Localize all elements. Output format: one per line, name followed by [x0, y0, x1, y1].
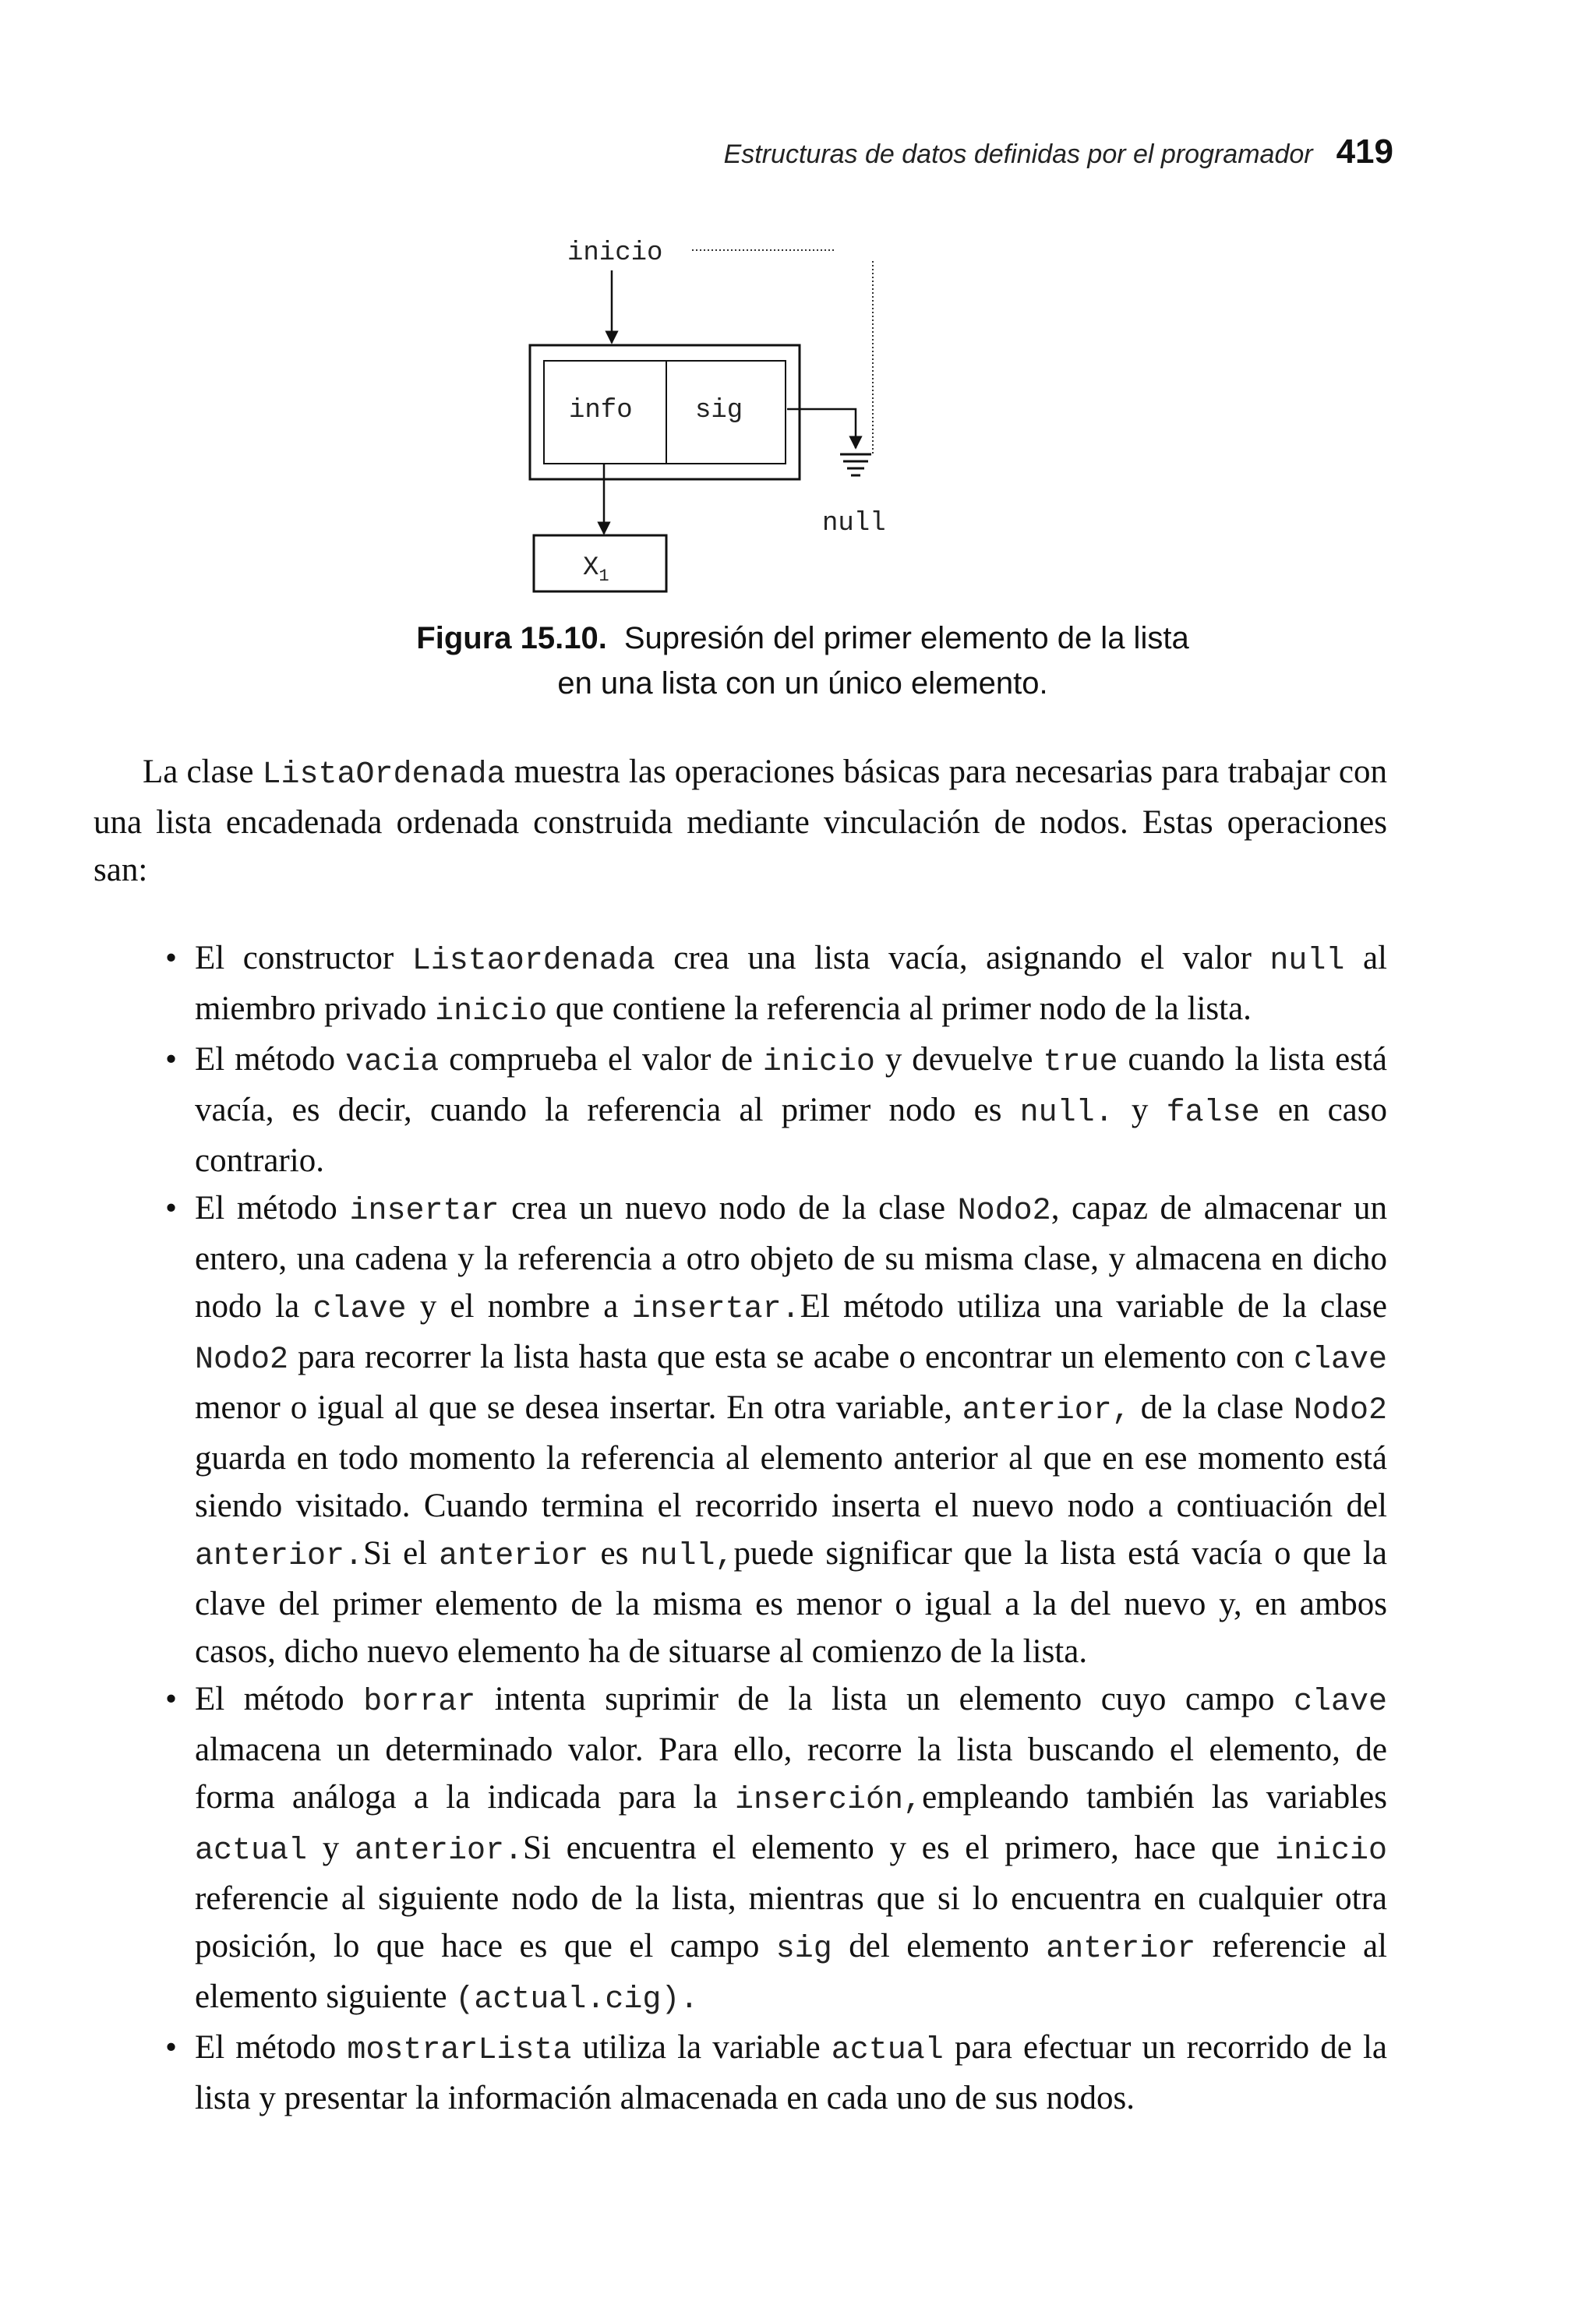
code-term: anterior: [1046, 1932, 1196, 1967]
x1-subscript: 1: [598, 567, 609, 586]
code-term: null: [1269, 944, 1345, 979]
text-run: al miembro privado: [195, 940, 1387, 1027]
bullet-icon: •: [165, 940, 178, 976]
list-item: [94, 1036, 1387, 1184]
list-item: [94, 1675, 1387, 2024]
code-term: Nodo2: [195, 1343, 289, 1378]
text-run: de la clase: [1130, 1389, 1294, 1426]
code-term: false: [1166, 1096, 1260, 1131]
text-run: almacena un determinado valor. Para ello, recorre la lista buscando el elemento, de forma análoga a la indicada para la: [195, 1731, 1387, 1816]
info-field-label: info: [569, 396, 633, 425]
page-header: [724, 132, 1393, 171]
code-term: anterior.: [354, 1834, 524, 1869]
code-term: (actual.cig).: [455, 1982, 699, 2017]
code-term: Nodo2: [957, 1194, 1051, 1229]
x1-label: X: [583, 553, 599, 583]
text-run: intenta suprimir de la lista un elemento cuyo campo: [475, 1681, 1294, 1717]
text-run: muestra las operaciones básicas para necesarias para trabajar con una lista encadenada ordenada construida mediante vinculación de nodos. Estas operaciones san:: [94, 754, 1387, 888]
running-title: Estructuras de datos definidas por el programador: [723, 139, 1313, 169]
text-run: comprueba el valor de: [439, 1041, 763, 1078]
code-term: vacia: [345, 1045, 440, 1080]
text-run: Si el: [363, 1535, 440, 1572]
code-term: inserción,: [735, 1783, 923, 1818]
text-run: cuando la lista está vacía, es decir, cuando la referencia al primer nodo es: [195, 1041, 1387, 1128]
text-run: El método: [195, 1681, 364, 1717]
body-text: [94, 748, 1387, 2122]
code-term: actual: [831, 2033, 944, 2068]
code-term: ListaOrdenada: [262, 757, 506, 792]
code-term: Nodo2: [1293, 1393, 1387, 1428]
text-run: El constructor: [195, 940, 412, 976]
figure-caption: [234, 616, 1372, 706]
text-run: , capaz de almacenar un entero, una cadena y la referencia a otro objeto de su misma clase, y almacena en dicho nodo la: [195, 1190, 1387, 1325]
text-run: crea una lista vacía, asignando el valor: [655, 940, 1270, 976]
text-run: para recorrer la lista hasta que esta se acabe o encontrar un elemento con: [288, 1339, 1294, 1375]
bullet-icon: •: [165, 1190, 178, 1227]
text-run: en caso contrario.: [195, 1092, 1387, 1179]
null-ground-icon: [840, 454, 871, 475]
text-run: que contiene la referencia al primer nodo de la lista.: [547, 990, 1252, 1027]
text-run: referencie al elemento siguiente: [195, 1928, 1387, 2015]
text-run: es: [588, 1535, 641, 1572]
text-run: Si encuentra el elemento y es el primero, hace que: [523, 1830, 1275, 1866]
text-run: El método: [195, 1190, 350, 1227]
operations-list: [94, 934, 1387, 2122]
caption-line1: Supresión del primer elemento de la lista: [623, 621, 1189, 655]
code-term: anterior.: [195, 1539, 364, 1574]
code-term: sig: [775, 1932, 832, 1967]
code-term: clave: [1293, 1343, 1387, 1378]
caption-line2: en una lista con un único elemento.: [557, 666, 1048, 701]
sig-field-label: sig: [695, 396, 743, 425]
list-item: [94, 934, 1387, 1036]
text-run: menor o igual al que se desea insertar. En otra variable,: [195, 1389, 962, 1426]
code-term: actual: [195, 1834, 308, 1869]
svg-text:X1: [583, 553, 609, 586]
code-term: clave: [312, 1292, 407, 1327]
bullet-icon: •: [165, 1681, 178, 1717]
text-run: El método: [195, 2029, 348, 2066]
code-term: borrar: [363, 1685, 476, 1720]
code-term: inicio: [1274, 1834, 1387, 1869]
bullet-icon: •: [165, 1041, 178, 1078]
text-run: El método: [195, 1041, 346, 1078]
text-run: puede significar que la lista está vacía o que la clave del primer elemento de la misma es menor o igual a la del nuevo y, en ambos casos, dicho nuevo elemento ha de situarse al comienzo de la lista.: [195, 1535, 1387, 1670]
inicio-label: inicio: [567, 238, 663, 268]
page-number: 419: [1336, 132, 1393, 171]
text-run: utiliza la variable: [571, 2029, 832, 2066]
linked-list-diagram: [514, 222, 935, 596]
null-label: null: [822, 509, 886, 538]
code-term: true: [1043, 1045, 1118, 1080]
text-run: referencie al siguiente nodo de la lista, mientras que si lo encuentra en cualquier otra posición, lo que hace es que el campo: [195, 1880, 1387, 1964]
text-run: crea un nuevo nodo de la clase: [499, 1190, 958, 1227]
text-run: La clase: [143, 754, 263, 790]
code-term: Listaordenada: [411, 944, 655, 979]
code-term: mostrarLista: [347, 2033, 572, 2068]
text-run: y: [1113, 1092, 1167, 1128]
code-term: inicio: [435, 994, 548, 1029]
text-run: El método utiliza una variable de la clase: [800, 1288, 1387, 1325]
code-term: anterior,: [962, 1393, 1131, 1428]
text-run: y: [307, 1830, 355, 1866]
text-run: guarda en todo momento la referencia al elemento anterior al que en ese momento está siendo visitado. Cuando termina el recorrido inserta el nuevo nodo a contiuación del: [195, 1440, 1387, 1524]
code-term: anterior: [439, 1539, 589, 1574]
text-run: y el nombre a: [406, 1288, 632, 1325]
sig-connector: [787, 409, 856, 448]
intro-paragraph: [94, 748, 1387, 894]
code-term: inicio: [762, 1045, 875, 1080]
list-item: [94, 1184, 1387, 1675]
code-term: insertar: [349, 1194, 500, 1229]
text-run: para efectuar un recorrido de la lista y presentar la información almacenada en cada uno de sus nodos.: [195, 2029, 1387, 2116]
list-item: [94, 2024, 1387, 2122]
code-term: clave: [1293, 1685, 1387, 1720]
text-run: y devuelve: [874, 1041, 1043, 1078]
text-run: empleando también las variables: [922, 1779, 1387, 1816]
code-term: insertar.: [631, 1292, 800, 1327]
code-term: null.: [1019, 1096, 1114, 1131]
caption-number: Figura 15.10.: [416, 621, 607, 655]
bullet-icon: •: [165, 2029, 178, 2066]
code-term: null,: [640, 1539, 734, 1574]
text-run: del elemento: [832, 1928, 1047, 1964]
